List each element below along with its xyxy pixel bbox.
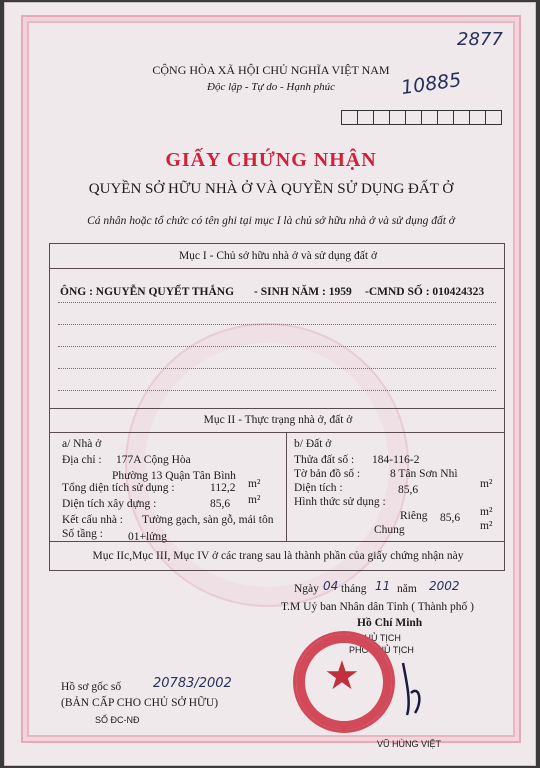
record-value: 20783/2002 <box>153 676 232 691</box>
date-year-label: năm <box>397 583 417 595</box>
owner-name: ÔNG : NGUYỄN QUYẾT THẮNG <box>60 286 235 298</box>
id-number: -CMND SỐ : 010424323 <box>365 286 485 298</box>
structure-label: Kết cấu nhà : <box>62 514 123 526</box>
footer-note: Mục IIc,Mục III, Mục IV ở các trang sau là thành phần của giấy chứng nhận này <box>92 550 464 562</box>
signer-name: VŨ HÙNG VIỆT <box>377 739 442 749</box>
built-area-unit: m² <box>248 494 261 506</box>
floors-value: 01+lửng <box>128 531 167 543</box>
signature <box>393 653 453 723</box>
built-area-value: 85,6 <box>210 498 231 510</box>
address-line-1: 177A Cộng Hòa <box>116 454 191 466</box>
total-area-unit: m² <box>248 478 261 490</box>
authority-line-2: Hồ Chí Minh <box>357 617 423 629</box>
authority-line-4: PHÓ CHỦ TỊCH <box>349 645 414 655</box>
land-area-label: Diện tích : <box>294 482 343 494</box>
floors-label: Số tầng : <box>62 528 103 540</box>
date-month: 11 <box>375 579 391 593</box>
record-label: Hồ sơ gốc số <box>61 681 122 693</box>
section1-heading: Mục I - Chủ sở hữu nhà ở và sử dụng đất ở <box>178 250 378 262</box>
serial-boxes <box>342 110 502 125</box>
certificate-subtitle: QUYỀN SỞ HỮU NHÀ Ở VÀ QUYỀN SỬ DỤNG ĐẤT Ở <box>88 181 454 197</box>
land-label: b/ Đất ở <box>294 438 332 450</box>
parcel-label: Thửa đất số : <box>294 454 355 466</box>
map-value: 8 Tân Sơn Nhì <box>390 468 458 480</box>
seal-star-icon: ★ <box>324 653 360 698</box>
motto: Độc lập - Tự do - Hạnh phúc <box>207 81 335 93</box>
file-number: 10885 <box>399 68 463 100</box>
section2-heading: Mục II - Thực trạng nhà ở, đất ở <box>203 414 353 426</box>
built-area-label: Diện tích xây dựng : <box>62 498 157 510</box>
house-label: a/ Nhà ở <box>62 438 102 450</box>
land-area-value: 85,6 <box>398 484 419 496</box>
map-label: Tờ bản đồ số : <box>294 468 361 480</box>
intro-text: Cá nhân hoặc tổ chức có tên ghi tại mục I là chủ sở hữu nhà ở và sử dụng đất ở <box>87 215 455 227</box>
record-code: SỐ ĐC-NĐ <box>95 715 140 725</box>
total-area-label: Tổng diện tích sử dụng : <box>62 482 175 494</box>
date-year: 2002 <box>429 579 460 593</box>
country-name: CỘNG HÒA XÃ HỘI CHỦ NGHĨA VIỆT NAM <box>152 63 390 77</box>
private-value: 85,6 <box>440 512 461 524</box>
private-unit: m² <box>480 506 493 518</box>
date-day: 04 <box>323 579 339 593</box>
private-label: Riêng <box>400 510 428 522</box>
parcel-value: 184-116-2 <box>372 454 420 466</box>
shared-unit: m² <box>480 520 493 532</box>
structure-value: Tường gạch, sàn gỗ, mái tôn <box>142 514 274 526</box>
land-area-unit: m² <box>480 478 493 490</box>
birth-year: - SINH NĂM : 1959 <box>254 286 352 298</box>
address-line-2: Phường 13 Quận Tân Bình <box>112 470 236 482</box>
date-month-label: tháng <box>341 583 367 595</box>
certificate-page <box>4 2 536 766</box>
official-seal <box>293 631 395 733</box>
authority-line-1: T.M Uỷ ban Nhân dân Tỉnh ( Thành phố ) <box>281 601 474 613</box>
address-label: Địa chỉ : <box>62 454 102 466</box>
copy-note: (BẢN CẤP CHO CHỦ SỞ HỮU) <box>61 697 219 709</box>
authority-line-3: KT.CHỦ TỊCH <box>345 633 401 643</box>
corner-number: 2877 <box>457 29 503 50</box>
shared-label: Chung <box>374 524 405 536</box>
date-prefix: Ngày <box>294 583 319 595</box>
certificate-title: GIẤY CHỨNG NHẬN <box>165 149 377 171</box>
certificate-table <box>49 243 505 571</box>
usage-label: Hình thức sử dụng : <box>294 496 386 508</box>
total-area-value: 112,2 <box>210 482 236 494</box>
